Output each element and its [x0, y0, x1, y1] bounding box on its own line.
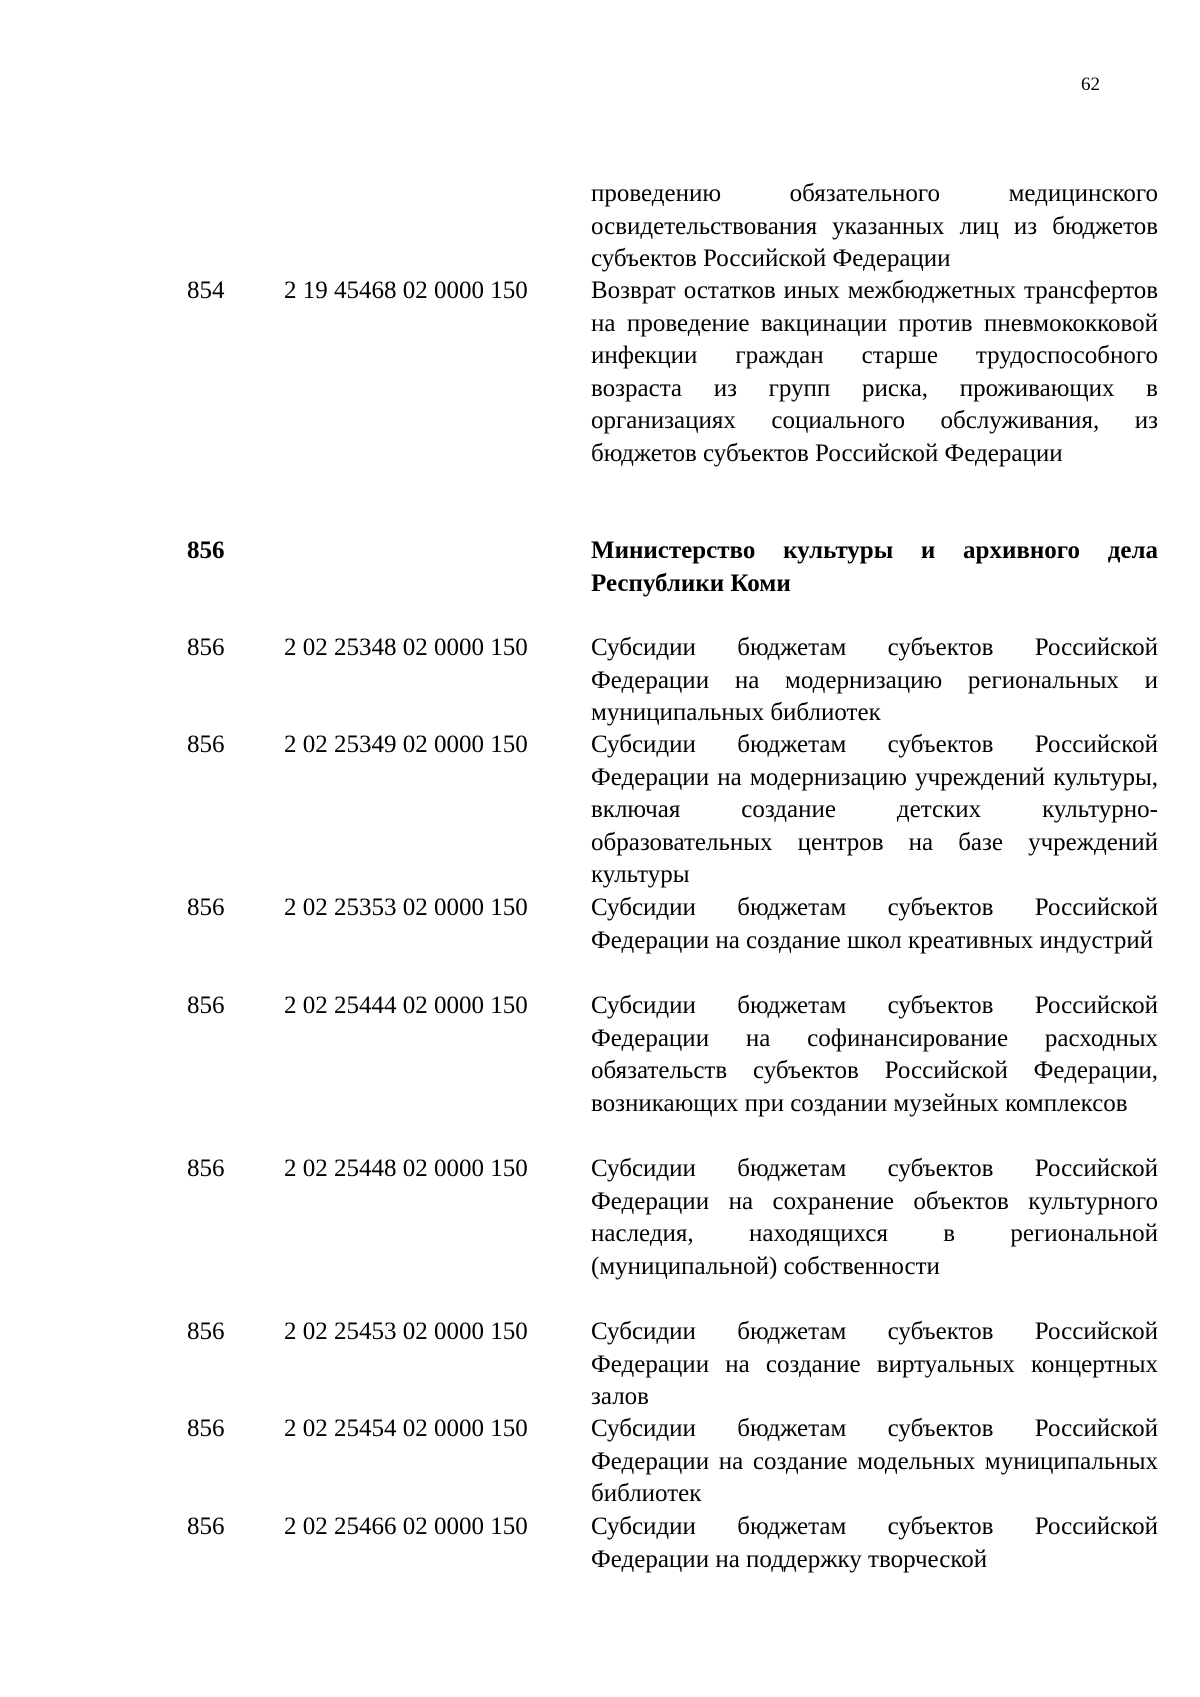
admin-code: 856: [187, 894, 225, 921]
admin-code: 856: [187, 992, 225, 1019]
budget-code: 2 02 25453 02 0000 150: [284, 1318, 528, 1345]
page-number: 62: [1081, 74, 1100, 95]
row-description: Субсидии бюджетам субъектов Российской Федерации на модернизацию учреждений культуры, включая создание детских культурно-образовательных центров на базе учреждений культуры: [591, 731, 1158, 889]
row-description: Возврат остатков иных межбюджетных трансфертов на проведение вакцинации против пневмококковой инфекции граждан старше трудоспособного возраста из групп риска, проживающих в организациях социального обслуживания, из бюджетов субъектов Российской Федерации: [591, 277, 1158, 467]
row-description: Субсидии бюджетам субъектов Российской Федерации на создание школ креативных индустрий: [591, 894, 1158, 954]
admin-code: 856: [187, 1513, 225, 1540]
budget-code: 2 02 25349 02 0000 150: [284, 731, 528, 758]
budget-code: 2 02 25348 02 0000 150: [284, 634, 528, 661]
budget-code: 2 19 45468 02 0000 150: [284, 277, 528, 304]
admin-code: 856: [187, 1155, 225, 1182]
admin-code: 856: [187, 1415, 225, 1442]
admin-code: 856: [187, 731, 225, 758]
budget-code: 2 02 25444 02 0000 150: [284, 992, 528, 1019]
admin-code: 854: [187, 277, 225, 304]
row-description: Субсидии бюджетам субъектов Российской Федерации на создание модельных муниципальных библиотек: [591, 1415, 1158, 1508]
row-description: Субсидии бюджетам субъектов Российской Федерации на сохранение объектов культурного наследия, находящихся в региональной (муниципальной) собственности: [591, 1155, 1158, 1280]
section-admin-code: 856: [187, 537, 225, 564]
row-description: Субсидии бюджетам субъектов Российской Федерации на модернизацию региональных и муниципальных библиотек: [591, 634, 1158, 727]
row-description: проведению обязательного медицинского освидетельствования указанных лиц из бюджетов субъектов Российской Федерации: [591, 180, 1158, 273]
budget-code: 2 02 25454 02 0000 150: [284, 1415, 528, 1442]
section-title: Министерство культуры и архивного дела Республики Коми: [591, 537, 1158, 597]
budget-code: 2 02 25448 02 0000 150: [284, 1155, 528, 1182]
budget-code: 2 02 25353 02 0000 150: [284, 894, 528, 921]
admin-code: 856: [187, 634, 225, 661]
admin-code: 856: [187, 1318, 225, 1345]
budget-code: 2 02 25466 02 0000 150: [284, 1513, 528, 1540]
row-description: Субсидии бюджетам субъектов Российской Федерации на создание виртуальных концертных залов: [591, 1318, 1158, 1411]
row-description: Субсидии бюджетам субъектов Российской Федерации на поддержку творческой: [591, 1513, 1158, 1573]
row-description: Субсидии бюджетам субъектов Российской Федерации на софинансирование расходных обязательств субъектов Российской Федерации, возникающих при создании музейных комплексов: [591, 992, 1158, 1117]
